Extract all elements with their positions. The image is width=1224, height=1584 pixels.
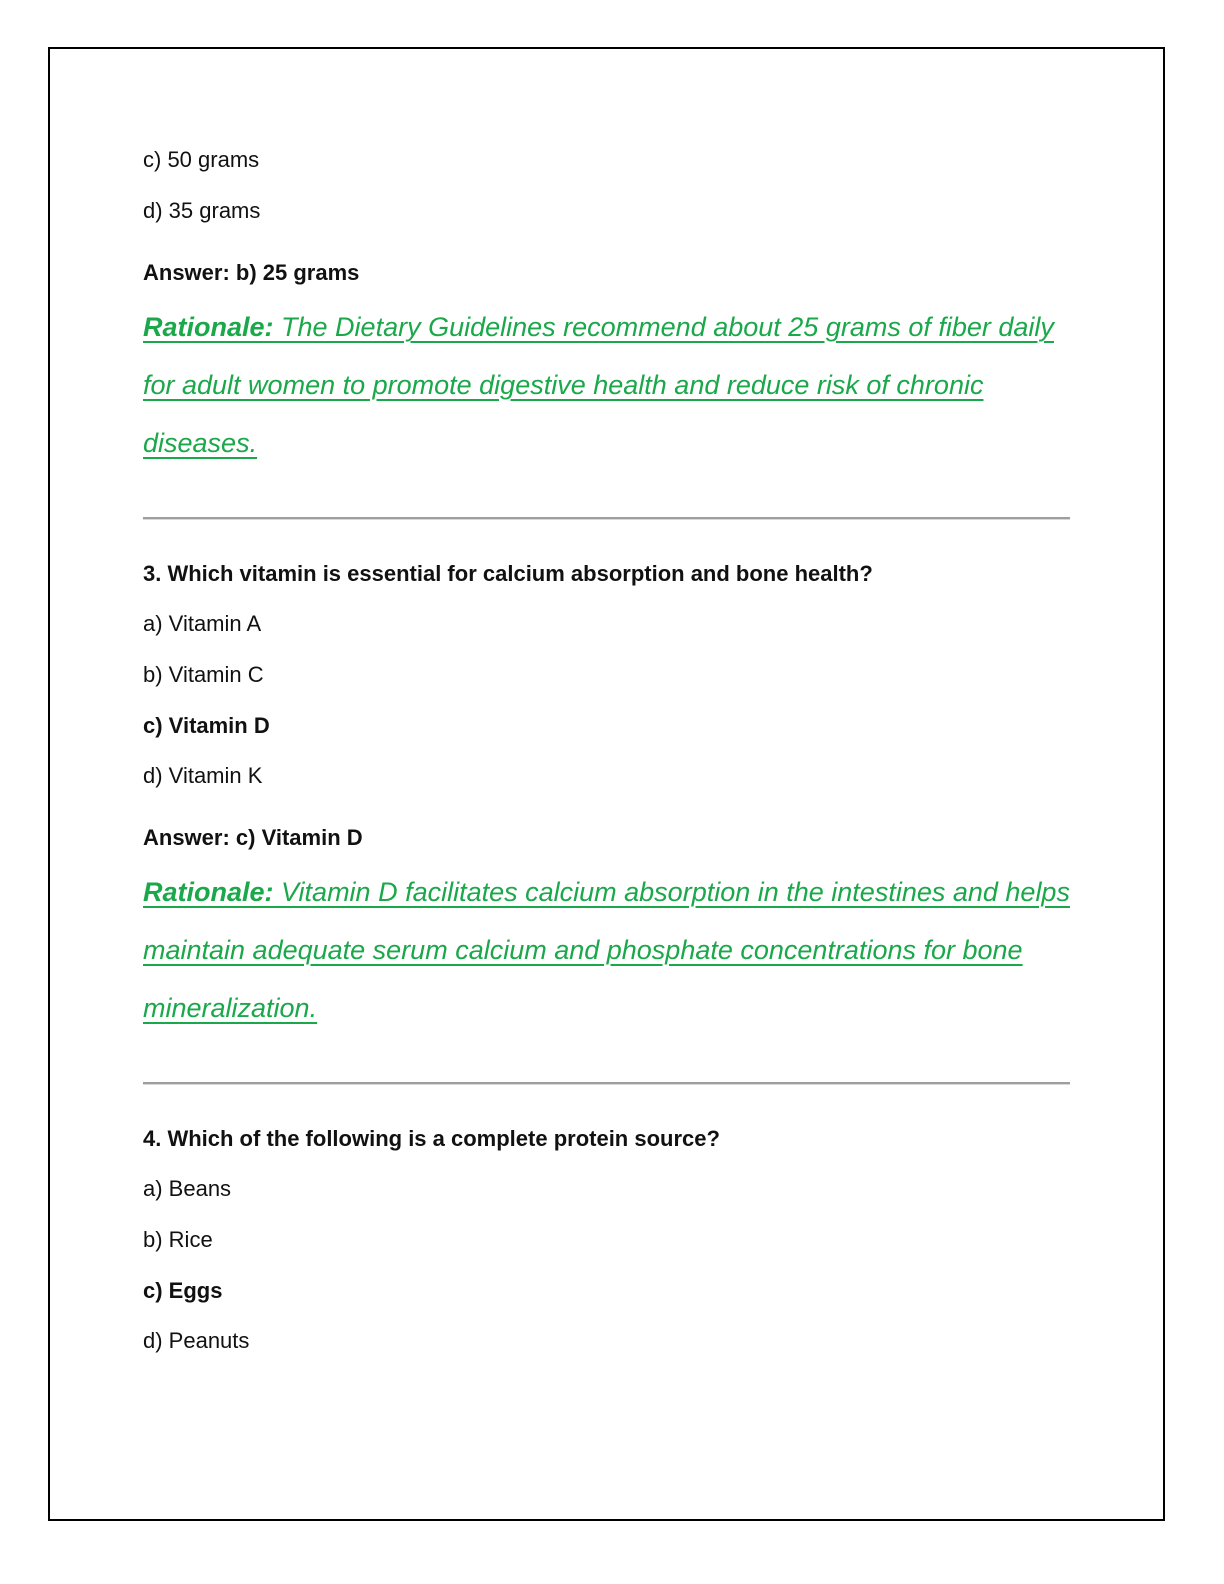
rationale-label: Rationale: — [143, 877, 274, 907]
rationale-q2 — [143, 298, 1078, 472]
option-c-q2: c) 50 grams — [143, 147, 260, 172]
option-b-q3: b) Vitamin C — [143, 662, 264, 687]
option-b-q4: b) Rice — [143, 1227, 213, 1252]
rationale-text: The Dietary Guidelines recommend about 25 grams of fiber daily for adult women to promote digestive health and reduce risk of chronic diseases. — [143, 312, 1054, 458]
answer-q2: Answer: b) 25 grams — [143, 260, 360, 285]
rationale-text: Vitamin D facilitates calcium absorption in the intestines and helps maintain adequate serum calcium and phosphate concentrations for bone mineralization. — [143, 877, 1070, 1023]
option-d-q2: d) 35 grams — [143, 198, 261, 223]
divider — [143, 517, 1070, 520]
rationale-q3 — [143, 863, 1078, 1037]
option-d-q3: d) Vitamin K — [143, 763, 263, 788]
option-d-q4: d) Peanuts — [143, 1328, 250, 1353]
answer-q3: Answer: c) Vitamin D — [143, 825, 363, 850]
option-a-q3: a) Vitamin A — [143, 611, 262, 636]
question-3: 3. Which vitamin is essential for calcium absorption and bone health? — [143, 561, 873, 586]
option-c-q4: c) Eggs — [143, 1278, 223, 1303]
question-4: 4. Which of the following is a complete protein source? — [143, 1126, 720, 1151]
option-c-q3: c) Vitamin D — [143, 713, 270, 738]
divider — [143, 1082, 1070, 1085]
rationale-label: Rationale: — [143, 312, 274, 342]
option-a-q4: a) Beans — [143, 1176, 232, 1201]
